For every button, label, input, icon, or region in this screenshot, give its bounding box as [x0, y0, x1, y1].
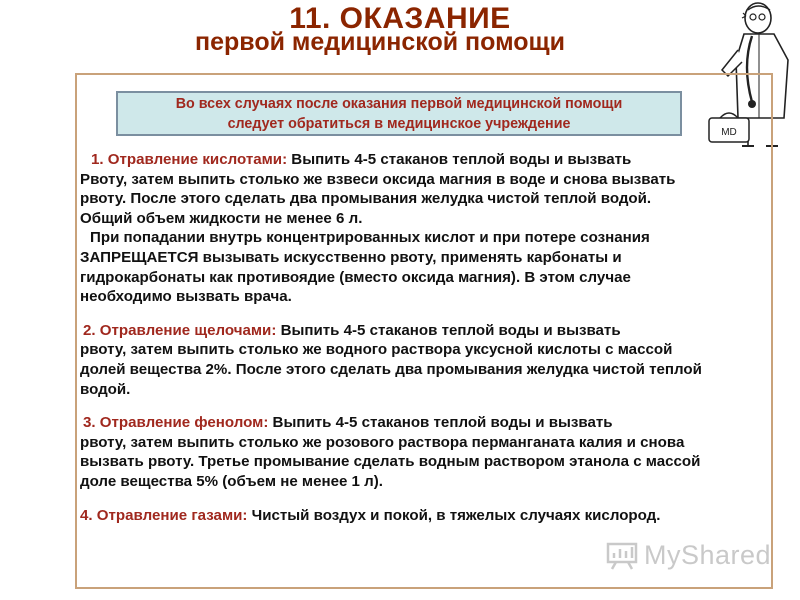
phenol-text: Выпить 4-5 стаканов теплой воды и вызвать — [268, 414, 613, 432]
notice-line-2: следует обратиться в медицинское учреждение — [227, 116, 571, 132]
acids-warning-line: гидрокарбонаты как противоядие (вместо оксида магния). В этом случае — [80, 268, 631, 286]
acids-warning-line: необходимо вызвать врача. — [80, 288, 292, 306]
gases-heading: 4. Отравление газами: — [80, 506, 248, 524]
slide-subtitle: первой медицинской помощи — [195, 28, 565, 56]
acids-text: Выпить 4-5 стаканов теплой воды и вызвать — [287, 151, 632, 168]
warning-rest: вызывать искусственно рвоту, применять карбонаты и — [198, 248, 622, 266]
warning-forbidden: ЗАПРЕЩАЕТСЯ — [80, 248, 199, 266]
alkali-line: водой. — [80, 380, 131, 398]
bag-label: MD — [721, 127, 737, 138]
watermark-text: MyShared — [644, 539, 772, 570]
gases-line — [80, 506, 770, 526]
acids-warning-line: При попадании внутрь концентрированных кислот и при потере сознания — [90, 229, 650, 247]
acids-line: Рвоту, затем выпить столько же взвеси оксида магния в воде и снова вызвать — [80, 170, 676, 188]
acids-warning-second-line — [80, 248, 770, 268]
alkali-first-line — [80, 321, 770, 341]
notice-line-1: Во всех случаях после оказания первой медицинской помощи — [175, 96, 623, 112]
gases-text: Чистый воздух и покой, в тяжелых случаях кислород. — [247, 506, 661, 524]
alkali-line: рвоту, затем выпить столько же водного раствора уксусной кислоты с массой — [80, 341, 673, 359]
phenol-first-line — [80, 413, 770, 433]
phenol-heading: 3. Отравление фенолом: — [83, 414, 269, 432]
presentation-icon — [606, 540, 640, 570]
phenol-line: доле вещества 5% (объем не менее 1 л). — [80, 472, 383, 490]
acids-first-line — [80, 150, 770, 170]
acids-heading: 1. Отравление кислотами: — [91, 151, 288, 168]
content-body — [80, 150, 770, 525]
alkali-text: Выпить 4-5 стаканов теплой воды и вызвать — [276, 321, 621, 339]
acids-line: рвоту. После этого сделать два промывания желудка чистой теплой водой. — [80, 190, 652, 208]
alkali-heading: 2. Отравление щелочами: — [83, 321, 277, 339]
notice-box — [116, 91, 682, 136]
slide-title: 11. ОКАЗАНИЕ — [289, 2, 511, 35]
phenol-line: вызвать рвоту. Третье промывание сделать водным раствором этанола с массой — [80, 453, 701, 471]
alkali-line: долей вещества 2%. После этого сделать два промывания желудка чистой теплой — [80, 360, 702, 378]
watermark — [606, 540, 771, 570]
acids-line: Общий объем жидкости не менее 6 л. — [80, 209, 363, 227]
phenol-line: рвоту, затем выпить столько же розового раствора перманганата калия и снова — [80, 433, 685, 451]
